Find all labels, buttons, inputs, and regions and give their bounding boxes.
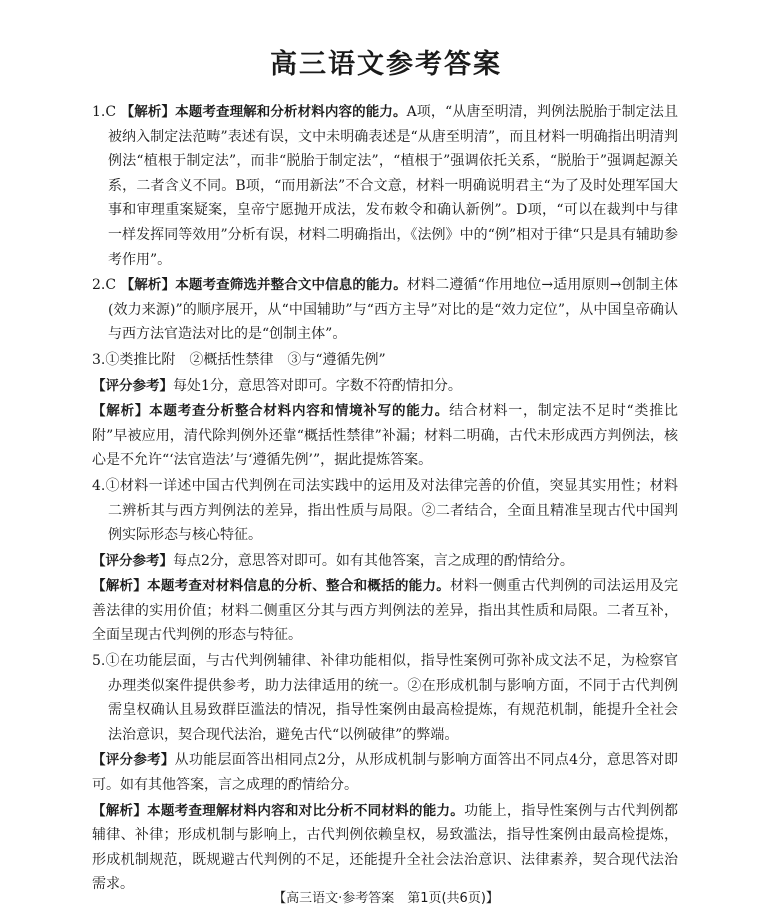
analysis-text: 材料一侧重古代判例的司法运用及完善法律的实用价值；材料二侧重区分其与西方判例法的差异，指出其性质和局限。二者互补，全面呈现古代判例的形态与特征。 [92, 578, 679, 644]
question-number: 5. [92, 653, 106, 670]
answer-item-2 [92, 273, 678, 347]
score-note-3 [92, 374, 678, 399]
analysis-4 [92, 574, 678, 648]
analysis-tag: 【解析】本题考查理解材料内容和对比分析不同材料的能力。 [92, 802, 465, 819]
question-number: 1.C [92, 104, 117, 120]
answer-text: ①类推比附 ②概括性禁律 ③与“遵循先例” [105, 351, 386, 368]
analysis-tag: 【解析】本题考查理解和分析材料内容的能力。 [120, 104, 407, 120]
answer-text: ①材料一详述中国古代判例在司法实践中的运用及对法律完善的价值，突显其实用性；材料二辨析其与西方判例法的差异，指出性质与局限。②二者结合，全面且精准呈现古代中国判例实际形态与核心特征。 [105, 477, 678, 544]
analysis-tag: 【解析】本题考查分析整合材料内容和情境补写的能力。 [92, 403, 450, 420]
score-text: 每点2分，意思答对即可。如有其他答案，言之成理的酌情给分。 [173, 552, 574, 569]
analysis-3 [92, 399, 678, 473]
answer-item-1 [92, 100, 678, 272]
score-note-5 [92, 748, 678, 797]
answer-item-5 [92, 649, 678, 747]
score-note-4 [92, 549, 678, 574]
answer-text: ①在功能层面，与古代判例辅律、补律功能相似，指导性案例可弥补成文法不足，为检察官办理类似案件提供参考，助力法律适用的统一。②在形成机制与影响方面，不同于古代判例需皇权确认且易致群臣滥法的情况，指导性案例由最高检提炼，有规范机制，能提升全社会法治意识，契合现代法治，避免古代“以例破律”的弊端。 [105, 653, 678, 743]
score-text: 每处1分，意思答对即可。字数不符酌情扣分。 [173, 377, 462, 394]
analysis-tag: 【解析】本题考查对材料信息的分析、整合和概括的能力。 [92, 578, 450, 595]
page-footer: 【高三语文·参考答案 第1页(共6页)】 [273, 891, 499, 906]
answer-item-4 [92, 474, 678, 548]
score-tag: 【评分参考】 [92, 377, 173, 394]
analysis-text: 功能上，指导性案例与古代判例都辅律、补律；形成机制与影响上，古代判例依赖皇权，易致滥法，指导性案例由最高检提炼，形成机制规范，既规避古代判例的不足，还能提升全社会法治意识、法律素养，契合现代法治需求。 [92, 802, 679, 893]
analysis-text: A项，“从唐至明清，判例法脱胎于制定法且被纳入制定法范畴”表述有误，文中未明确表述是“从唐至明清”，而且材料一明确指出明清判例法“植根于制定法”，而非“脱胎于制定法”，“植根于”强调依托关系，“脱胎于”强调起源关系，二者含义不同。B项，“而用新法”不合文意，材料一明确说明君主“为了及时处理军国大事和审理重案疑案，皇帝宁愿抛开成法，发布敕令和确认新例”。D项，“可以在裁判中与律一样发挥同等效用”分析有误，材料二明确指出，《法例》中的“例”相对于律“只是具有辅助参考作用”。 [108, 104, 679, 268]
score-tag: 【评分参考】 [92, 752, 175, 769]
question-number: 4. [92, 477, 106, 494]
analysis-tag: 【解析】本题考查筛选并整合文中信息的能力。 [120, 277, 407, 294]
answer-item-3 [92, 348, 678, 373]
analysis-5 [92, 799, 678, 897]
score-text: 从功能层面答出相同点2分，从形成机制与影响方面答出不同点4分，意思答对即可。如有其他答案，言之成理的酌情给分。 [92, 752, 679, 794]
analysis-text: 材料二遵循“作用地位→适用原则→创制主体(效力来源)”的顺序展开，从“中国辅助”与“西方主导”对比的是“效力定位”，从中国皇帝确认与西方法官造法对比的是“创制主体”。 [108, 277, 679, 343]
score-tag: 【评分参考】 [92, 552, 173, 569]
analysis-text: 结合材料一，制定法不足时“类推比附”早被应用，清代除判例外还靠“概括性禁律”补漏；材料二明确，古代未形成西方判例法，核心是不允许“‘法官造法’与‘遵循先例’”，据此提炼答案。 [92, 403, 678, 469]
question-number: 2.C [92, 277, 117, 294]
answer-content [92, 100, 678, 898]
question-number: 3. [92, 351, 106, 368]
page-title: 高三语文参考答案 [270, 49, 502, 80]
